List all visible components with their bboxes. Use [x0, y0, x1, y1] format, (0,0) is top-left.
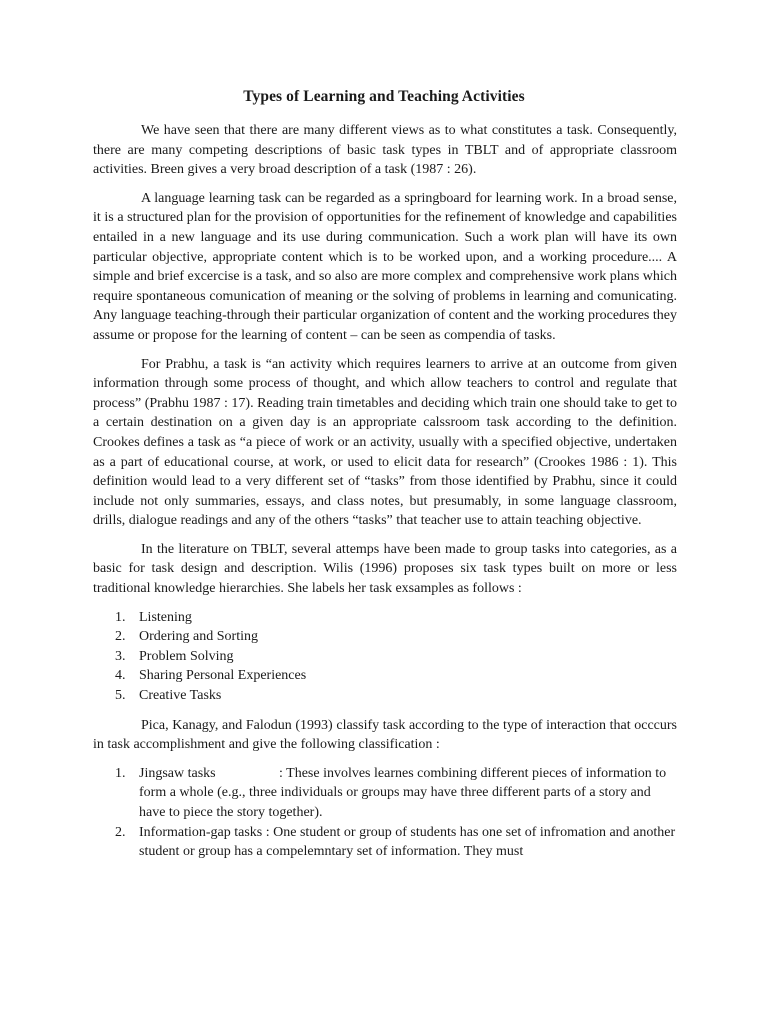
- paragraph: A language learning task can be regarded as a springboard for learning work. In a broad sense, it is a structured plan for the provision of opportunities for the refinement of knowledge and capabilities entailed in a new language and its use during communication. Such a work plan will have its own particular objective, appropriate content which is to be worked upon, and a working procedure.... A simple and brief excercise is a task, and so also are more complex and comprehensive work plans which require spontaneous comunication of meaning or the solving of problems in learning and comunicating. Any language teaching-through their particular organization of content and the working procedures they assume or propose for the learning of content – can be seen as compendia of tasks.: [93, 190, 677, 343]
- willis-task-list: [93, 608, 677, 706]
- paragraph: Pica, Kanagy, and Falodun (1993) classify task according to the type of interaction that occcurs in task accomplishment and give the following classification :: [93, 717, 677, 753]
- list-number: 4.: [115, 668, 126, 684]
- task-term: Information-gap tasks: [139, 824, 263, 840]
- document-title: Types of Learning and Teaching Activities: [243, 88, 525, 105]
- list-text: Sharing Personal Experiences: [139, 668, 307, 684]
- list-text: Ordering and Sorting: [139, 629, 258, 645]
- list-number: 3.: [115, 648, 126, 664]
- list-item: [93, 686, 677, 706]
- list-item: [93, 823, 677, 862]
- list-item: [93, 627, 677, 647]
- task-term: Jingsaw tasks: [139, 765, 216, 781]
- list-item: [93, 608, 677, 628]
- document-body: [93, 121, 677, 870]
- list-number: 2.: [115, 824, 126, 840]
- paragraph: For Prabhu, a task is “an activity which requires learners to arrive at an outcome from given information through some process of thought, and which allow teachers to control and regulate that process” (Prabhu 1987 : 17). Reading train timetables and deciding which train one should take to get to a certain destination on a given day is an appropriate calssroom task according to the definition. Crookes defines a task as “a piece of work or an activity, usually with a specified objective, undertaken as a part of educational course, at work, or used to elicit data for research” (Crookes 1986 : 1). This definition would lead to a very different set of “tasks” from those identified by Prabhu, since it could include not only summaries, essays, and class notes, but presumably, in some language classroom, drills, dialogue readings and any of the others “tasks” that teacher use to attain teaching objective.: [93, 356, 677, 529]
- list-number: 1.: [115, 765, 126, 781]
- list-text: Creative Tasks: [139, 688, 222, 704]
- list-item: [93, 764, 677, 823]
- list-item: [93, 647, 677, 667]
- task-description: : These involves learnes combining different pieces of information to form a whole (e.g., three individuals or groups may have three different parts of a story and have to piece the story together).: [139, 765, 667, 820]
- pica-task-list: [93, 764, 677, 862]
- list-number: 1.: [115, 609, 126, 625]
- list-item: [93, 666, 677, 686]
- list-text: Problem Solving: [139, 648, 234, 664]
- list-number: 2.: [115, 629, 126, 645]
- list-text: Listening: [139, 609, 192, 625]
- paragraph: We have seen that there are many different views as to what constitutes a task. Consequently, there are many competing descriptions of basic task types in TBLT and of appropriate classroom activities. Breen gives a very broad description of a task (1987 : 26).: [93, 123, 677, 178]
- list-number: 5.: [115, 688, 126, 704]
- task-description: : One student or group of students has one set of infromation and another student or group has a compelemntary set of information. They must: [139, 824, 676, 860]
- paragraph: In the literature on TBLT, several attemps have been made to group tasks into categories, as a basic for task design and description. Wilis (1996) proposes six task types built on more or less traditional knowledge hierarchies. She labels her task exsamples as follows :: [93, 541, 677, 597]
